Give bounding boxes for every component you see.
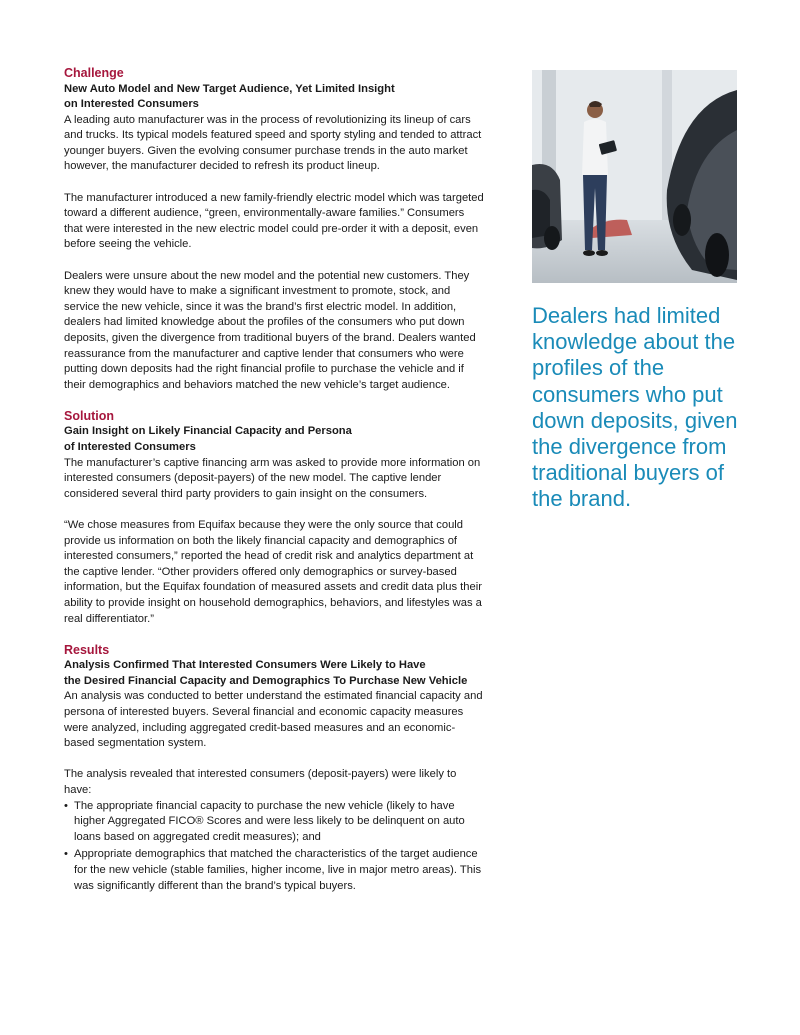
results-subheading: Analysis Confirmed That Interested Consumers Were Likely to Have — [64, 659, 426, 672]
challenge-subheading-cont: on Interested Consumers — [64, 98, 199, 111]
challenge-heading: Challenge — [64, 66, 124, 80]
showroom-photo — [532, 70, 737, 283]
solution-paragraph: “We chose measures from Equifax because they were the only source that could provide us information on both the likely financial capacity and demographics of interested consumers,” reported the head of credit risk and analytics department at the captive lender. “Other providers offered only demographics or survey-based information, but the Equifax foundation of measured assets and credit data plus their ability to provide insight on household demographics, behaviors, and lifestyles was a real differentiator.” — [64, 519, 482, 625]
challenge-paragraph: The manufacturer introduced a new family-friendly electric model which was targeted toward a different audience, “green, environmentally-aware families.” Consumers that were interested in the new electric model could pre-order it with a deposit, even before seeing the vehicle. — [64, 191, 484, 251]
challenge-subheading: New Auto Model and New Target Audience, Yet Limited Insight — [64, 82, 395, 95]
solution-subheading: Gain Insight on Likely Financial Capacity and Persona — [64, 425, 352, 438]
results-paragraph: The analysis revealed that interested consumers (deposit-payers) were likely to have: — [64, 768, 457, 797]
challenge-paragraph: A leading auto manufacturer was in the process of revolutionizing its lineup of cars and trucks. Its typical models featured speed and sporty styling and tended to attract younger buyers. Given the evolving consumer purchase trends in the auto market however, the manufacturer decided to refresh its product lineup. — [64, 113, 482, 173]
results-paragraph: An analysis was conducted to better understand the estimated financial capacity and persona of interested buyers. Several financial and economic capacity measures were analyzed, including aggregated credit-based measures and an economic-based segmentation system. — [64, 690, 483, 750]
showroom-illustration — [532, 70, 737, 283]
results-subheading-cont: the Desired Financial Capacity and Demographics To Purchase New Vehicle — [64, 674, 468, 687]
results-heading: Results — [64, 642, 110, 657]
bullet-item: • Appropriate demographics that matched the characteristics of the target audience for the new vehicle (stable families, higher income, live in major metro areas). This was significantly different than the brand’s typical buyers. — [64, 847, 484, 894]
main-column — [64, 66, 484, 896]
solution-heading: Solution — [64, 408, 114, 423]
challenge-paragraph: Dealers were unsure about the new model and the potential new customers. They knew they would have to make a significant investment to promote, stock, and service the new vehicle, since it was the brand’s first electric model. In addition, dealers had limited knowledge about the profiles of the consumers who put down deposits, given the divergence from traditional buyers of the brand. Dealers wanted reassurance from the manufacturer and captive lender that consumers who were putting down deposits had the right financial profile to purchase the vehicle and if their demographics and behaviors matched the new vehicle’s target audience. — [64, 269, 476, 391]
solution-subheading-cont: of Interested Consumers — [64, 441, 196, 454]
solution-paragraph: The manufacturer’s captive financing arm was asked to provide more information on interested consumers (deposit-payers) of the new model. The captive lender considered several third party providers to gain insight on the consumers. — [64, 456, 481, 500]
pull-quote: Dealers had limited knowledge about the profiles of the consumers who put down deposits, given the divergence from traditional buyers of the brand. — [532, 303, 738, 512]
bullet-item: • The appropriate financial capacity to purchase the new vehicle (likely to have higher Aggregated FICO® Scores and were less likely to be delinquent on auto loans based on aggregated credit measures); and — [64, 799, 484, 846]
results-bullet-list — [64, 799, 484, 895]
